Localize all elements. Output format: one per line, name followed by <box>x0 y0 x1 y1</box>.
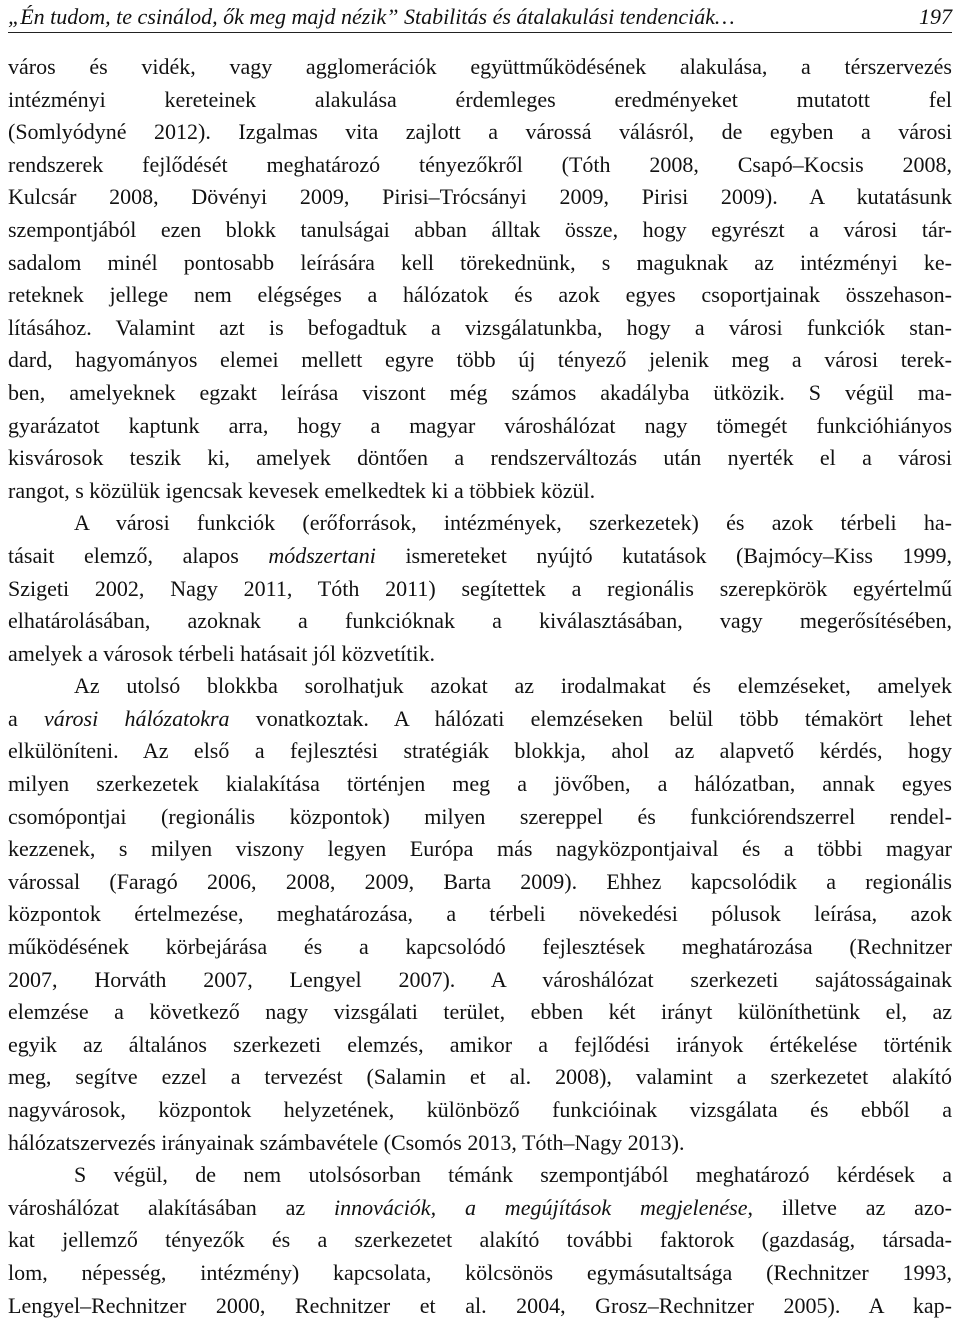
italic-term: módszertani <box>268 542 376 568</box>
text-line: nagyvárosok, központok helyzetének, különböző funkcióinak vizsgálata és ebből a <box>8 1097 952 1122</box>
text-line: központok értelmezése, meghatározása, a térbeli növekedési pólusok leírása, azok <box>8 901 952 927</box>
text-line: kat jellemző tényezők és a szerkezetet alakító további faktorok (gazdaság, társada- <box>8 1227 952 1253</box>
text-line: kisvárosok teszik ki, amelyek döntően a rendszerváltozás után nyerték el a városi <box>8 445 952 471</box>
document-page <box>8 0 952 1322</box>
text-line: intézményi kereteinek alakulása érdemleges eredményeket mutatott fel <box>8 86 952 112</box>
text-line: (Somlyódyné 2012). Izgalmas vita zajlott a várossá válásról, de egyben a városi <box>8 119 952 145</box>
text-line: szempontjából ezen blokk tanulságai abban álltak össze, hogy egyrészt a városi tár- <box>8 216 952 242</box>
text-line: reteknek jellege nem elégséges a hálózatok és azok egyes csoportjainak összehason- <box>8 282 952 308</box>
text-line: elhatárolásában, azoknak a funkcióknak a kiválasztásában, vagy megerősítésében, <box>8 608 952 634</box>
italic-term: városi hálózatokra <box>44 705 230 731</box>
text-line: a városi hálózatokra vonatkoztak. A hálózati elemzéseken belül több témakört lehet <box>8 705 952 731</box>
text-line: S végül, de nem utolsósorban témánk szempontjából meghatározó kérdések a <box>74 1162 952 1188</box>
text-line: lításához. Valamint azt is befogadtuk a vizsgálatunkba, hogy a városi funkciók stan- <box>8 314 952 340</box>
page-number: 197 <box>919 4 952 29</box>
text-line: Az utolsó blokkba sorolhatjuk azokat az irodalmakat és elemzéseket, amelyek <box>74 673 952 699</box>
text-line: Szigeti 2002, Nagy 2011, Tóth 2011) segítettek a regionális szerepkörök egyértelmű <box>8 575 952 601</box>
text-line: 2007, Horváth 2007, Lengyel 2007). A városhálózat szerkezeti sajátosságainak <box>8 966 952 992</box>
text-line: milyen szerkezetek kialakítása történjen meg a jövőben, a hálózatban, annak egyes <box>8 771 952 797</box>
text-line: Lengyel–Rechnitzer 2000, Rechnitzer et al. 2004, Grosz–Rechnitzer 2005). A kap- <box>8 1292 952 1318</box>
text-line: lom, népesség, intézmény) kapcsolata, kölcsönös egymásutaltsága (Rechnitzer 1993, <box>8 1259 952 1285</box>
running-header-title: „Én tudom, te csinálod, ők meg majd nézik” Stabilitás és átalakulási tendenciák… <box>8 4 735 29</box>
text-line: városhálózat alakításában az innovációk, a megújítások megjelenése, illetve az azo- <box>8 1194 952 1220</box>
text-line: ben, amelyeknek egzakt leírása viszont még számos akadályba ütközik. S végül ma- <box>8 379 952 405</box>
text-line: rendszerek fejlődését meghatározó tényezőkről (Tóth 2008, Csapó–Kocsis 2008, <box>8 151 952 177</box>
text-line: elkülöníteni. Az első a fejlesztési stratégiák blokkja, ahol az alapvető kérdés, hogy <box>8 738 952 764</box>
text-line: A városi funkciók (erőforrások, intézmények, szerkezetek) és azok térbeli ha- <box>74 510 952 536</box>
text-line: hálózatszervezés irányainak számbavétele (Csomós 2013, Tóth–Nagy 2013). <box>8 1129 685 1155</box>
text-line: csomópontjai (regionális központok) milyen szereppel és funkciórendszerrel rendel- <box>8 803 952 829</box>
body-text <box>8 51 952 1322</box>
text-line: működésének körbejárása és a kapcsolódó fejlesztések meghatározása (Rechnitzer <box>8 934 952 960</box>
text-line: rangot, s közülük igencsak kevesek emelkedtek ki a többiek közül. <box>8 477 596 503</box>
running-header <box>8 0 952 33</box>
text-line: sadalom minél pontosabb leírására kell törekednünk, s maguknak az intézményi ke- <box>8 249 952 275</box>
text-line: amelyek a városok térbeli hatásait jól közvetítik. <box>8 640 436 666</box>
text-line: kezzenek, s milyen viszony legyen Európa más nagyközpontjaival és a többi magyar <box>8 836 952 862</box>
text-line: dard, hagyományos elemei mellett egyre több új tényező jelenik meg a városi terek- <box>8 347 952 373</box>
text-line: meg, segítve ezzel a tervezést (Salamin et al. 2008), valamint a szerkezetet alakító <box>8 1064 952 1090</box>
text-line: egyik az általános szerkezeti elemzés, amikor a fejlődési irányok értékelése történik <box>8 1031 952 1057</box>
text-line: Kulcsár 2008, Dövényi 2009, Pirisi–Trócsányi 2009, Pirisi 2009). A kutatásunk <box>8 184 952 210</box>
text-line: elemzése a következő nagy vizsgálati terület, ebben két irányt különíthetünk el, az <box>8 999 952 1025</box>
text-line: város és vidék, vagy agglomerációk együttműködésének alakulása, a térszervezés <box>8 54 952 79</box>
text-line: tásait elemző, alapos módszertani ismereteket nyújtó kutatások (Bajmócy–Kiss 1999, <box>8 542 952 568</box>
text-line: gyarázatot kaptunk arra, hogy a magyar városhálózat nagy tömegét funkcióhiányos <box>8 412 952 438</box>
text-line: várossal (Faragó 2006, 2008, 2009, Barta 2009). Ehhez kapcsolódik a regionális <box>8 868 952 894</box>
italic-term: innovációk, a megújítások megjelenése <box>334 1194 748 1220</box>
